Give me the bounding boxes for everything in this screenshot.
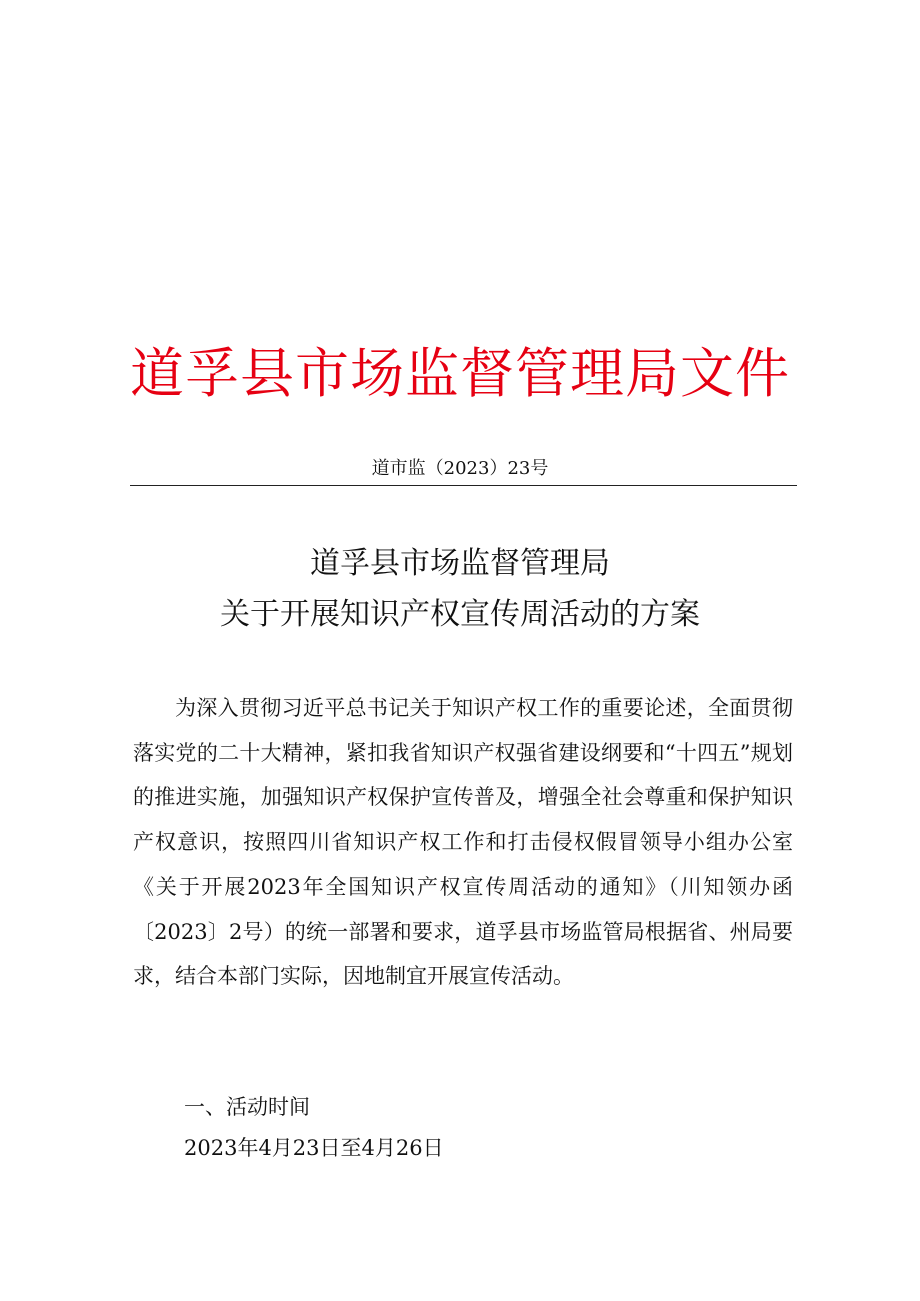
body-paragraph: 为深入贯彻习近平总书记关于知识产权工作的重要论述，全面贯彻落实党的二十大精神，紧扣我省知识产权强省建设纲要和“十四五”规划的推进实施，加强知识产权保护宣传普及，增强全社会尊重和保护知识产权意识，按照四川省知识产权工作和打击侵权假冒领导小组办公室《关于开展2023年全国知识产权宣传周活动的通知》（川知领办函〔2023〕2号）的统一部署和要求，道孚县市场监管局根据省、州局要求，结合本部门实际，因地制宜开展宣传活动。: [133, 696, 793, 989]
activity-date: 2023年4月23日至4月26日: [184, 1136, 444, 1160]
issuer-header: 道孚县市场监督管理局文件: [130, 342, 790, 405]
document-title-line-2: 关于开展知识产权宣传周活动的方案: [220, 597, 700, 632]
document-number: 道市监（2023）23号: [371, 458, 549, 479]
section-heading: 一、活动时间: [184, 1095, 310, 1119]
header-divider: [130, 485, 797, 486]
document-title-line-1: 道孚县市场监督管理局: [310, 546, 610, 581]
